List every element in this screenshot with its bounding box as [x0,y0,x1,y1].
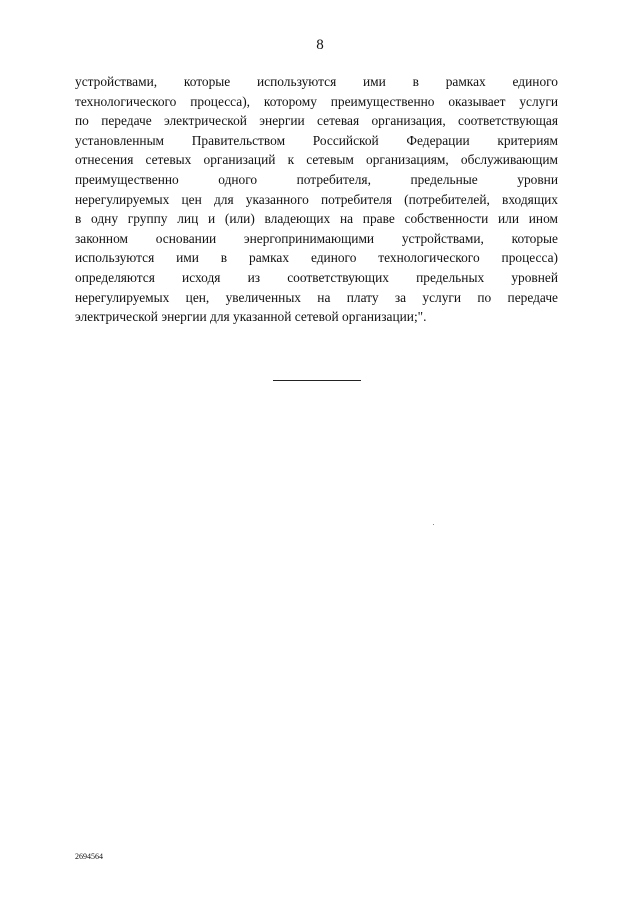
text-line: по передаче электрической энергии сетевая организация, соответствующая [75,113,558,129]
end-separator-line [273,380,361,381]
text-line: преимущественно одного потребителя, предельные уровни [75,171,558,187]
text-line: законном основании энергопринимающими устройствами, которые [75,230,558,246]
text-line: нерегулируемых цен для указанного потребителя (потребителей, входящих [75,191,558,207]
text-line: в одну группу лиц и (или) владеющих на праве собственности или ином [75,211,558,227]
text-line: устройствами, которые используются ими в рамках единого [75,74,558,89]
page-number: 8 [316,37,324,53]
text-line: технологического процесса), которому преимущественно оказывает услуги [75,93,558,109]
scan-speck [433,524,434,525]
text-line: используются ими в рамках единого технологического процесса) [75,250,558,266]
document-code: 2694564 [75,852,103,861]
text-line: установленным Правительством Российской Федерации критериям [75,132,558,148]
text-line: нерегулируемых цен, увеличенных на плату за услуги по передаче [75,289,558,305]
text-line-last: электрической энергии для указанной сетевой организации;". [75,309,427,325]
text-line: определяются исходя из соответствующих предельных уровней [75,269,558,285]
text-line: отнесения сетевых организаций к сетевым организациям, обслуживающим [75,152,558,168]
body-paragraph [75,72,558,327]
